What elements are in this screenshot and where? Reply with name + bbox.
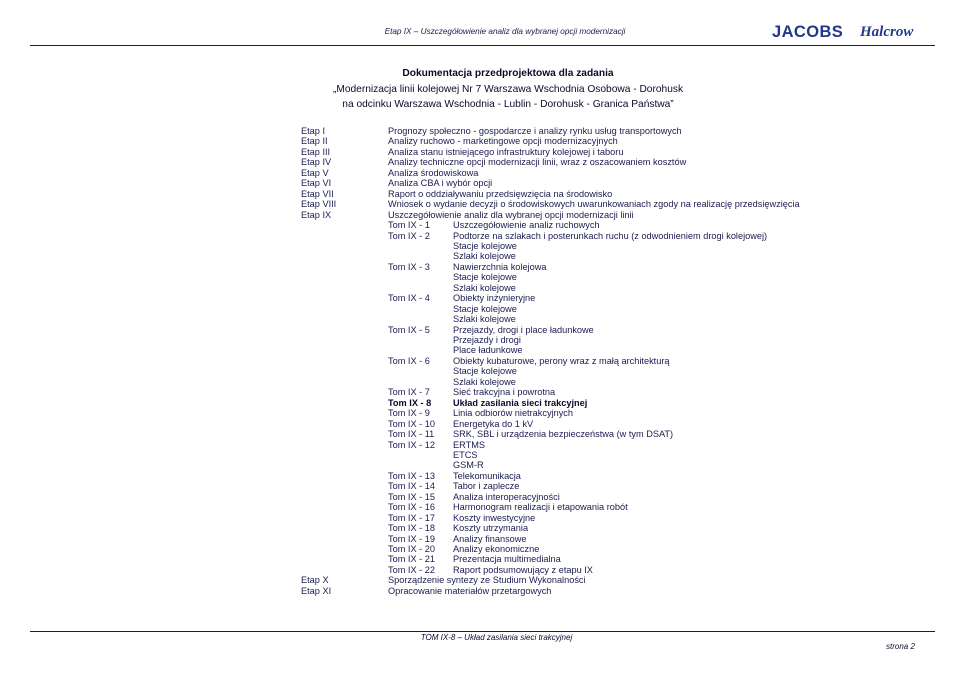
etap-description: Opracowanie materiałów przetargowych bbox=[388, 585, 552, 596]
tom-label: Tom IX - 14 bbox=[388, 481, 435, 492]
tom-description: Tabor i zaplecze bbox=[453, 481, 520, 492]
tom-label: Tom IX - 20 bbox=[388, 544, 435, 554]
tom-description: ERTMS bbox=[453, 439, 485, 450]
etap-label: Etap VIII bbox=[301, 199, 337, 210]
footer-title: TOM IX-8 – Układ zasilania sieci trakcyjnej bbox=[420, 633, 573, 642]
tom-label: Tom IX - 4 bbox=[388, 293, 430, 304]
tom-label: Tom IX - 21 bbox=[388, 554, 435, 565]
tom-description: Sieć trakcyjna i powrotna bbox=[453, 387, 556, 398]
tom-label: Tom IX - 2 bbox=[388, 230, 430, 241]
tom-description: Harmonogram realizacji i etapowania robót bbox=[453, 502, 628, 513]
etap-description: Prognozy społeczno - gospodarcze i analizy rynku usług transportowych bbox=[388, 126, 682, 136]
tom-description: ETCS bbox=[453, 449, 478, 460]
tom-description: Szlaki kolejowe bbox=[453, 314, 516, 325]
jacobs-logo: JACOBS bbox=[772, 23, 844, 41]
etap-label: Etap IV bbox=[301, 157, 332, 168]
tom-description: Place ładunkowe bbox=[453, 345, 523, 356]
tom-label: Tom IX - 16 bbox=[388, 502, 435, 513]
tom-label: Tom IX - 7 bbox=[388, 387, 430, 398]
tom-label: Tom IX - 17 bbox=[388, 512, 435, 523]
document-title-line-2: „Modernizacja linii kolejowej Nr 7 Warszawa Wschodnia Osobowa - Dorohusk bbox=[332, 84, 684, 95]
tom-label: Tom IX - 19 bbox=[388, 533, 435, 544]
tom-label: Tom IX - 22 bbox=[388, 564, 435, 575]
tom-description: Linia odbiorów nietrakcyjnych bbox=[453, 408, 574, 419]
tom-label: Tom IX - 12 bbox=[388, 439, 435, 450]
tom-label: Tom IX - 3 bbox=[388, 261, 430, 272]
tom-description: Obiekty kubaturowe, perony wraz z małą architekturą bbox=[453, 355, 670, 366]
tom-description: Obiekty inżynieryjne bbox=[453, 293, 536, 304]
tom-description: SRK, SBL i urządzenia bezpieczeństwa (w tym DSAT) bbox=[453, 429, 674, 439]
tom-label: Tom IX - 5 bbox=[388, 324, 430, 335]
etap-description: Raport o oddziaływaniu przedsięwzięcia na środowisko bbox=[388, 188, 613, 199]
tom-label: Tom IX - 8 bbox=[388, 397, 432, 408]
etap-label: Etap X bbox=[301, 575, 329, 586]
header-rule bbox=[30, 45, 935, 46]
etap-description: Analizy techniczne opcji modernizacji linii, wraz z oszacowaniem kosztów bbox=[388, 157, 687, 168]
etap-label: Etap III bbox=[301, 146, 331, 157]
tom-description: Analiza interoperacyjności bbox=[453, 491, 560, 502]
etap-label: Etap I bbox=[301, 126, 326, 136]
tom-label: Tom IX - 15 bbox=[388, 491, 435, 502]
etap-label: Etap VII bbox=[301, 188, 334, 199]
etap-label: Etap II bbox=[301, 136, 328, 147]
tom-description: Szlaki kolejowe bbox=[453, 282, 516, 293]
etap-label: Etap IX bbox=[301, 209, 332, 220]
tom-description: Raport podsumowujący z etapu IX bbox=[453, 564, 593, 575]
tom-label: Tom IX - 6 bbox=[388, 355, 430, 366]
etap-description: Wniosek o wydanie decyzji o środowiskowych uwarunkowaniach zgody na realizację przedsięwzięcia bbox=[388, 199, 800, 210]
etap-label: Etap V bbox=[301, 167, 329, 178]
tom-description: Szlaki kolejowe bbox=[453, 251, 516, 262]
etap-description: Uszczegółowienie analiz dla wybranej opcji modernizacji linii bbox=[388, 209, 634, 220]
tom-description: Uszczegółowienie analiz ruchowych bbox=[453, 220, 600, 230]
halcrow-logo: Halcrow bbox=[860, 24, 914, 40]
tom-label: Tom IX - 1 bbox=[388, 220, 430, 230]
tom-description: Nawierzchnia kolejowa bbox=[453, 261, 547, 272]
tom-label: Tom IX - 9 bbox=[388, 408, 430, 419]
etap-description: Analiza stanu istniejącego infrastruktury kolejowej i taboru bbox=[388, 146, 624, 157]
etap-label: Etap VI bbox=[301, 178, 332, 189]
tom-description: Stacje kolejowe bbox=[453, 272, 517, 283]
document-title-line-3: na odcinku Warszawa Wschodnia - Lublin - Dorohusk - Granica Państwa” bbox=[342, 99, 674, 110]
document-title-line-1: Dokumentacja przedprojektowa dla zadania bbox=[402, 68, 614, 79]
tom-description: Energetyka do 1 kV bbox=[453, 418, 534, 429]
tom-description: Prezentacja multimedialna bbox=[453, 554, 561, 565]
tom-label: Tom IX - 18 bbox=[388, 523, 435, 534]
tom-description: Przejazdy i drogi bbox=[453, 335, 521, 345]
header-title: Etap IX – Uszczegółowienie analiz dla wybranej opcji modernizacji bbox=[384, 27, 626, 36]
tom-description: Układ zasilania sieci trakcyjnej bbox=[453, 397, 588, 408]
tom-description: Analizy finansowe bbox=[453, 533, 527, 544]
tom-description: Stacje kolejowe bbox=[453, 366, 517, 377]
tom-description: Przejazdy, drogi i place ładunkowe bbox=[453, 324, 594, 335]
tom-description: GSM-R bbox=[453, 460, 484, 471]
tom-label: Tom IX - 13 bbox=[388, 470, 435, 481]
tom-description: Koszty inwestycyjne bbox=[453, 512, 536, 523]
page-number: strona 2 bbox=[886, 642, 915, 651]
footer-rule bbox=[30, 631, 935, 632]
tom-label: Tom IX - 11 bbox=[388, 429, 435, 439]
tom-description: Koszty utrzymania bbox=[453, 523, 529, 534]
tom-description: Telekomunikacja bbox=[453, 470, 521, 481]
etap-description: Analiza środowiskowa bbox=[388, 167, 479, 178]
tom-description: Podtorze na szlakach i posterunkach ruchu (z odwodnieniem drogi kolejowej) bbox=[453, 230, 768, 241]
etap-description: Analiza CBA i wybór opcji bbox=[388, 178, 493, 189]
etap-description: Sporządzenie syntezy ze Studium Wykonalności bbox=[388, 575, 586, 586]
etap-description: Analizy ruchowo - marketingowe opcji modernizacyjnych bbox=[388, 136, 618, 147]
tom-description: Analizy ekonomiczne bbox=[453, 544, 540, 554]
tom-label: Tom IX - 10 bbox=[388, 418, 435, 429]
etap-label: Etap XI bbox=[301, 585, 332, 596]
tom-description: Stacje kolejowe bbox=[453, 240, 517, 251]
tom-description: Stacje kolejowe bbox=[453, 303, 517, 314]
tom-description: Szlaki kolejowe bbox=[453, 376, 516, 387]
